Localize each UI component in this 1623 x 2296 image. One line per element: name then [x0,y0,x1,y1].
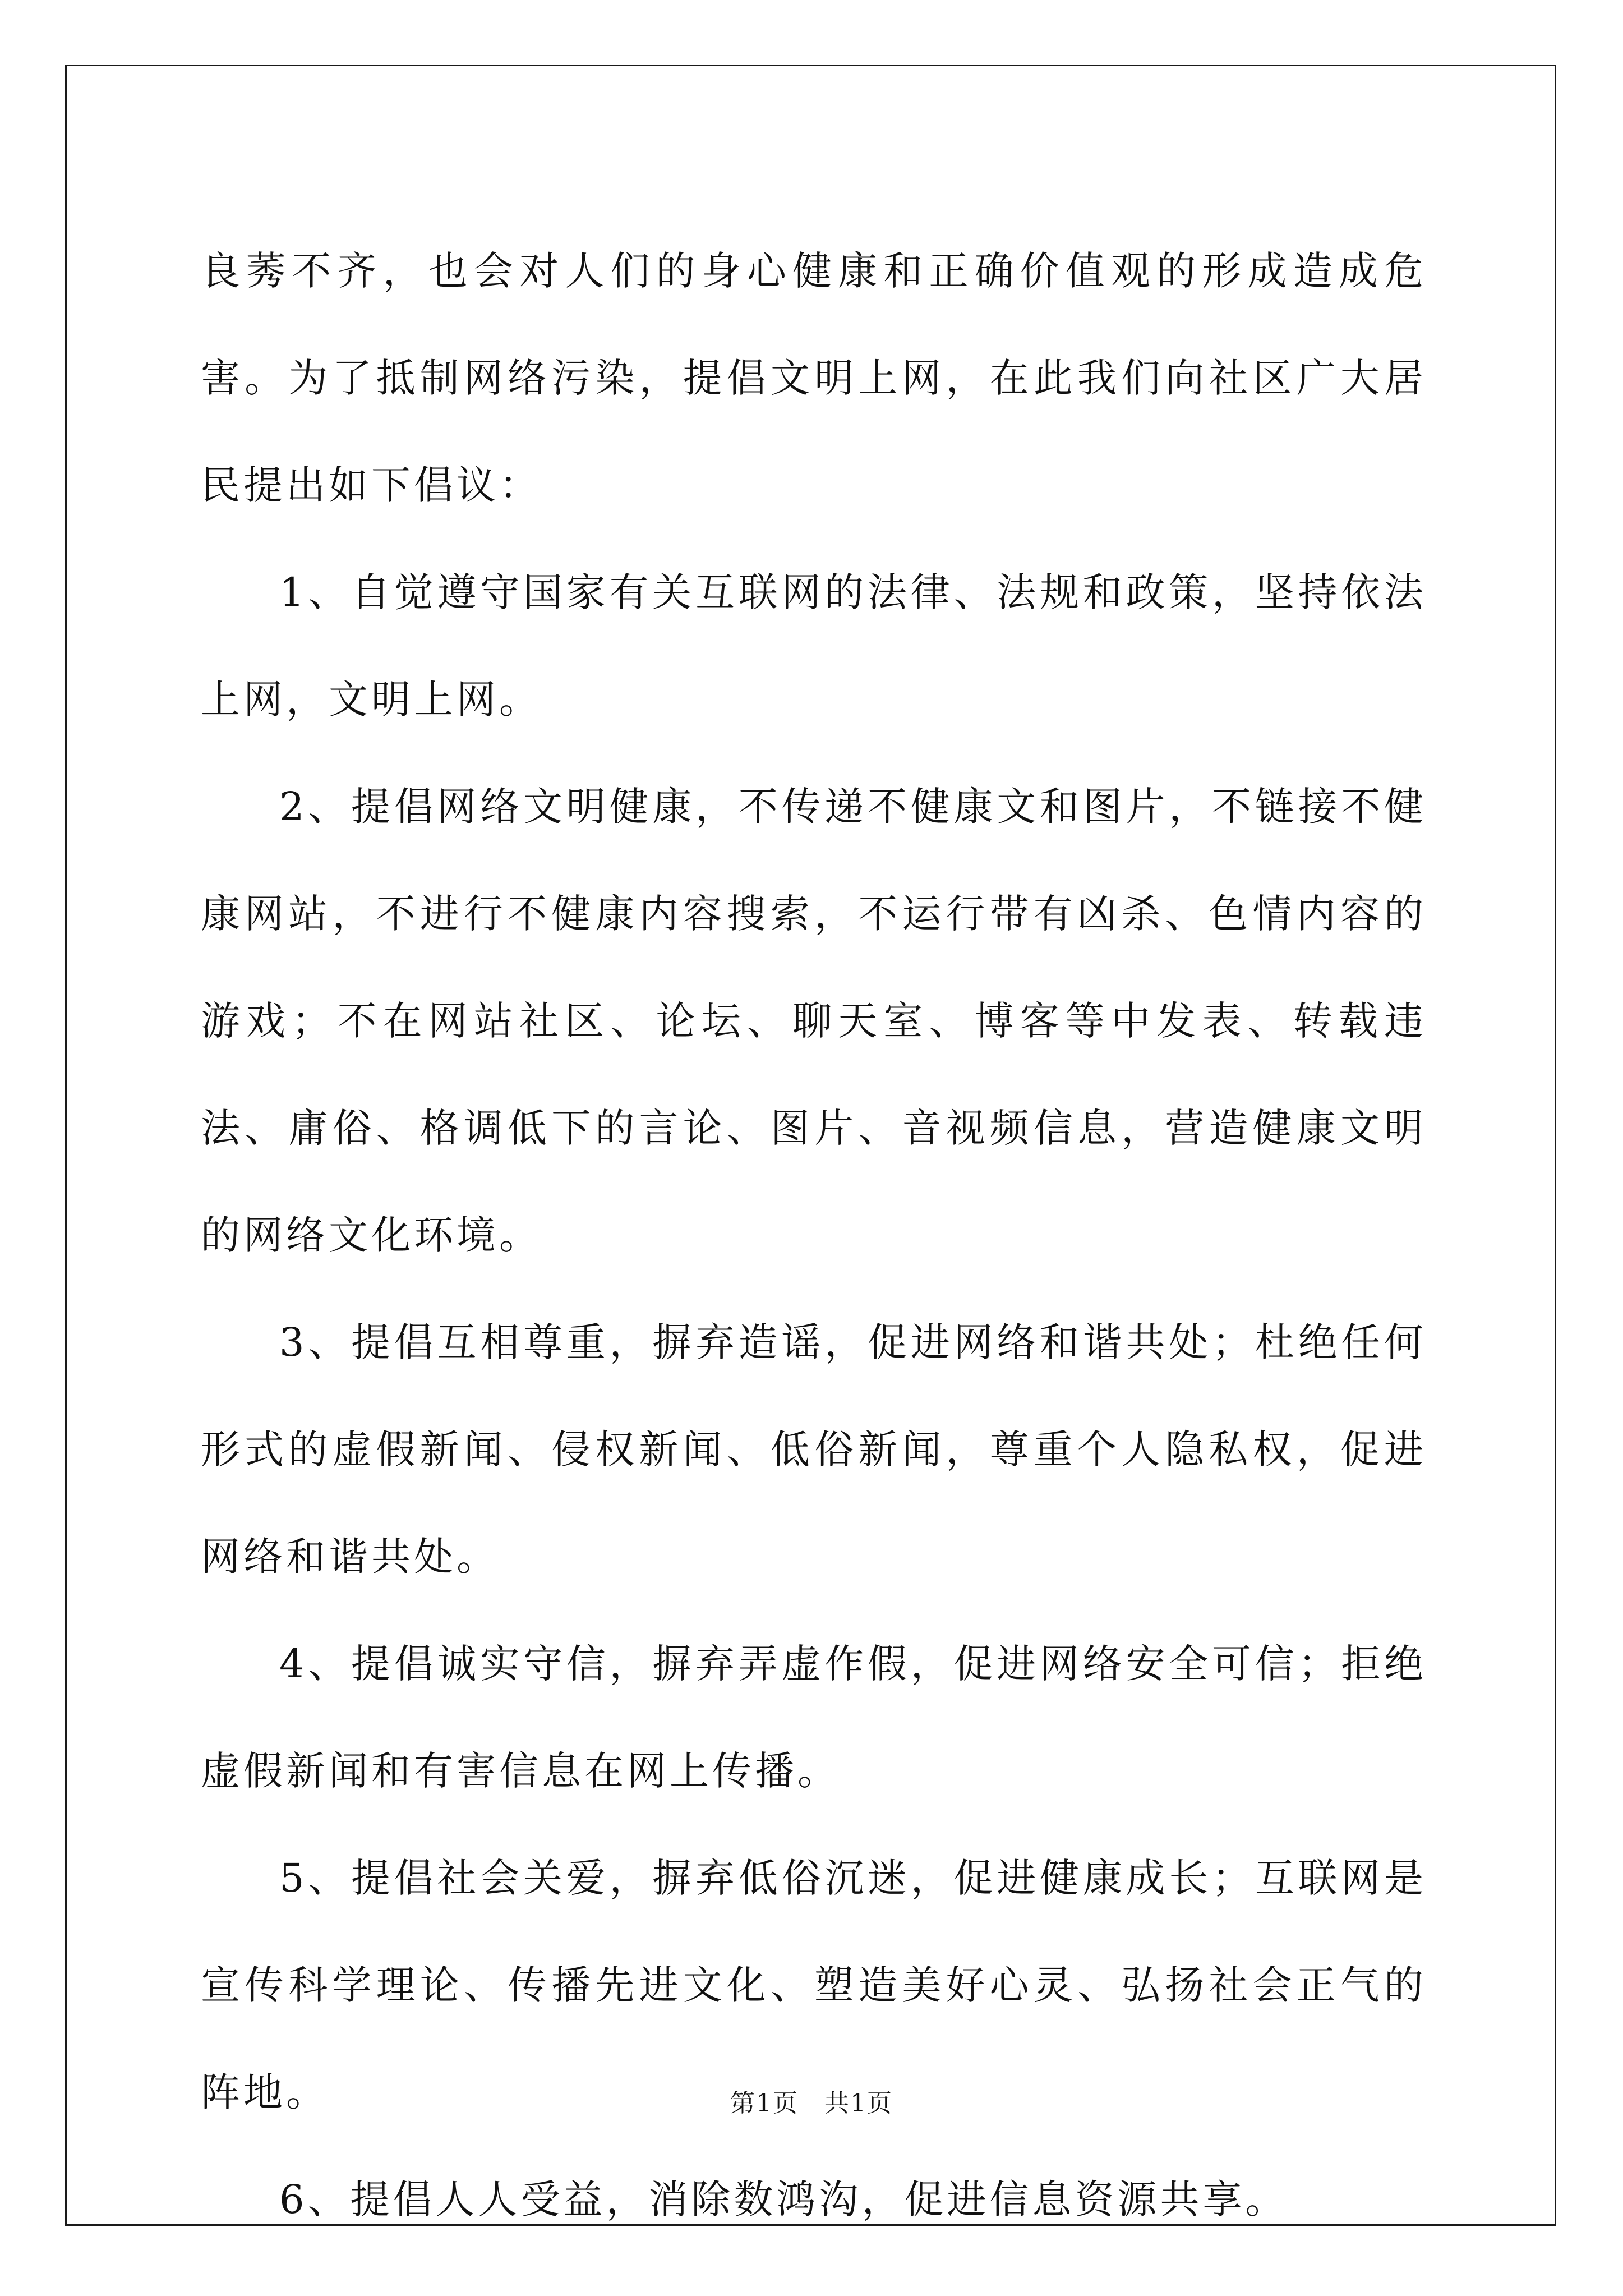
paragraph-item-4: 4、提倡诚实守信，摒弃弄虚作假，促进网络安全可信；拒绝虚假新闻和有害信息在网上传播。 [201,1641,1427,1794]
paragraph-intro: 良莠不齐，也会对人们的身心健康和正确价值观的形成造成危害。为了抵制网络污染，提倡文明上网，在此我们向社区广大居民提出如下倡议： [201,248,1427,508]
paragraph-item-2: 2、提倡网络文明健康，不传递不健康文和图片，不链接不健康网站，不进行不健康内容搜索，不运行带有凶杀、色情内容的游戏；不在网站社区、论坛、聊天室、博客等中发表、转载违法、庸俗、格调低下的言论、图片、音视频信息，营造健康文明的网络文化环境。 [201,784,1427,1258]
page-number-footer: 第1页 共1页 [730,2089,893,2118]
paragraph-item-6: 6、提倡人人受益，消除数鸿沟，促进信息资源共享。 [279,2177,1288,2223]
paragraph-item-1: 1、自觉遵守国家有关互联网的法律、法规和政策，坚持依法上网，文明上网。 [201,569,1427,723]
document-body [201,218,1427,2253]
paragraph-item-3: 3、提倡互相尊重，摒弃造谣，促进网络和谐共处；杜绝任何形式的虚假新闻、侵权新闻、低俗新闻，尊重个人隐私权，促进网络和谐共处。 [201,1319,1427,1580]
paragraph-item-5: 5、提倡社会关爱，摒弃低俗沉迷，促进健康成长；互联网是宣传科学理论、传播先进文化、塑造美好心灵、弘扬社会正气的阵地。 [201,1855,1427,2115]
